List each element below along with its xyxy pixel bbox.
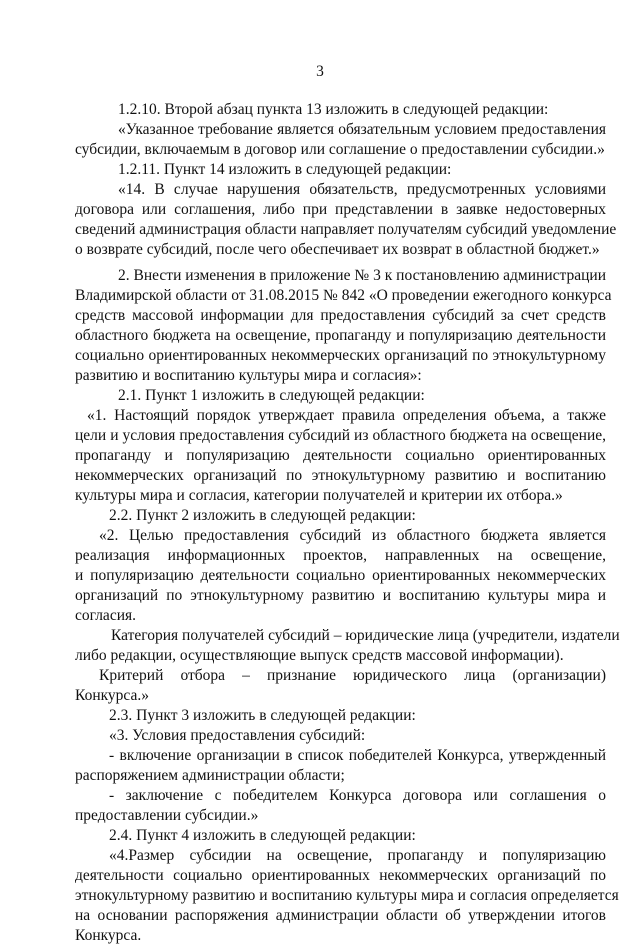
paragraph-line: 2.4. Пункт 4 изложить в следующей редакции:	[109, 827, 416, 844]
paragraph-line: сведений администрация области направляет получателям субсидий уведомление	[75, 221, 617, 238]
paragraph-line: субсидии, включаемым в договор или соглашение о предоставлении субсидии.»	[75, 141, 605, 158]
paragraph-line: «4.Размер субсидии на освещение, пропаганду и популяризацию	[109, 847, 606, 864]
paragraph-line: и популяризацию деятельности социально ориентированных некоммерческих	[75, 567, 606, 584]
paragraph-line: - включение организации в список победителей Конкурса, утвержденный	[109, 747, 606, 764]
paragraph-line: организаций по этнокультурному развитию и воспитанию культуры мира и	[75, 587, 606, 604]
paragraph-line: 2.2. Пункт 2 изложить в следующей редакции:	[109, 507, 416, 524]
paragraph-line: о возврате субсидий, после чего обеспечивает их возврат в областной бюджет.»	[75, 241, 600, 258]
paragraph-line: «14. В случае нарушения обязательств, предусмотренных условиями	[118, 181, 606, 198]
paragraph-line: Критерий отбора – признание юридического лица (организации)	[99, 667, 606, 684]
paragraph-line: - заключение с победителем Конкурса договора или соглашения о	[109, 787, 606, 804]
paragraph-line: деятельности социально ориентированных некоммерческих организаций по	[75, 867, 606, 884]
paragraph-line: 2.3. Пункт 3 изложить в следующей редакции:	[109, 707, 416, 724]
paragraph-line: «1. Настоящий порядок утверждает правила определения объема, а также	[87, 407, 606, 424]
paragraph-line: средств массовой информации для предоставления субсидий за счет средств	[75, 307, 606, 324]
paragraph-line: предоставлении субсидии.»	[75, 807, 259, 824]
paragraph-line: Категория получателей субсидий – юридические лица (учредители, издатели	[111, 627, 620, 644]
paragraph-line: «3. Условия предоставления субсидий:	[109, 727, 366, 744]
paragraph-line: на основании распоряжения администрации области об утверждении итогов	[75, 907, 606, 924]
paragraph-line: 2. Внести изменения в приложение № 3 к постановлению администрации	[118, 267, 606, 284]
paragraph-line: 2.1. Пункт 1 изложить в следующей редакции:	[118, 387, 425, 404]
paragraph-line: социально ориентированных некоммерческих организаций по этнокультурному	[75, 347, 606, 364]
paragraph-line: областного бюджета на освещение, пропаганду и популяризацию деятельности	[75, 327, 606, 344]
paragraph-line: пропаганду и популяризацию деятельности социально ориентированных	[75, 447, 606, 464]
paragraph-line: «2. Целью предоставления субсидий из областного бюджета является	[99, 527, 606, 544]
paragraph-line: 1.2.10. Второй абзац пункта 13 изложить в следующей редакции:	[118, 101, 549, 118]
page-number: 3	[316, 63, 324, 80]
paragraph-line: 1.2.11. Пункт 14 изложить в следующей редакции:	[118, 161, 452, 178]
paragraph-line: Конкурса.	[75, 927, 142, 944]
paragraph-line: этнокультурному развитию и воспитанию культуры мира и согласия определяется	[75, 887, 619, 904]
paragraph-line: цели и условия предоставления субсидий из областного бюджета на освещение,	[75, 427, 606, 444]
paragraph-line: Конкурса.»	[75, 687, 149, 704]
paragraph-line: согласия.	[75, 607, 136, 624]
paragraph-line: распоряжением администрации области;	[75, 767, 345, 784]
paragraph-line: Владимирской области от 31.08.2015 № 842 «О проведении ежегодного конкурса	[75, 287, 612, 304]
paragraph-line: некоммерческих организаций по этнокультурному развитию и воспитанию	[75, 467, 606, 484]
document-body	[75, 100, 620, 946]
paragraph-line: договора или соглашения, либо при представлении в заявке недостоверных	[75, 201, 606, 218]
paragraph-line: культуры мира и согласия, категории получателей и критерии их отбора.»	[75, 487, 563, 504]
paragraph-line: «Указанное требование является обязательным условием предоставления	[118, 121, 606, 138]
paragraph-line: развитию и воспитанию культуры мира и согласия»:	[75, 367, 422, 384]
paragraph-line: либо редакции, осуществляющие выпуск средств массовой информации).	[75, 647, 564, 664]
paragraph-line: реализация информационных проектов, направленных на освещение,	[75, 547, 606, 564]
